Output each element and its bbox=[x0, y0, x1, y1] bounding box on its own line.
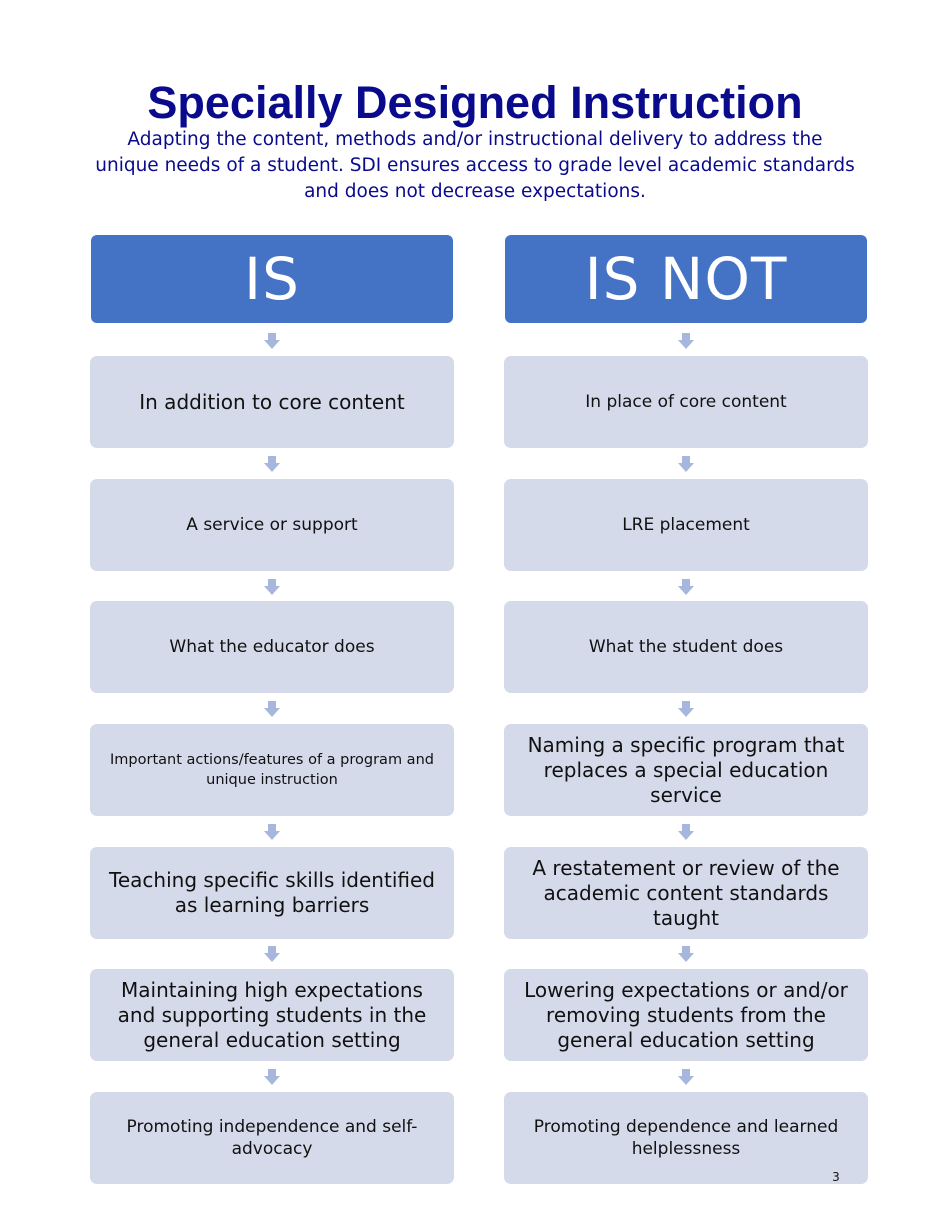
is-not-item-restatement: A restatement or review of the academic content standards taught bbox=[504, 847, 868, 939]
down-arrow-icon bbox=[678, 456, 694, 472]
is-item-service-support: A service or support bbox=[90, 479, 454, 571]
is-not-item-student: What the student does bbox=[504, 601, 868, 693]
is-not-item-lre-placement: LRE placement bbox=[504, 479, 868, 571]
is-not-item-lowering-expectations: Lowering expectations or and/or removing students from the general education setting bbox=[504, 969, 868, 1061]
down-arrow-icon bbox=[264, 333, 280, 349]
is-not-header: IS NOT bbox=[505, 235, 867, 323]
page-number: 3 bbox=[832, 1170, 840, 1184]
down-arrow-icon bbox=[264, 946, 280, 962]
is-item-educator: What the educator does bbox=[90, 601, 454, 693]
down-arrow-icon bbox=[678, 701, 694, 717]
is-not-item-core-content: In place of core content bbox=[504, 356, 868, 448]
is-header: IS bbox=[91, 235, 453, 323]
is-item-actions-features: Important actions/features of a program and unique instruction bbox=[90, 724, 454, 816]
down-arrow-icon bbox=[678, 824, 694, 840]
is-not-item-dependence: Promoting dependence and learned helplessness bbox=[504, 1092, 868, 1184]
down-arrow-icon bbox=[264, 456, 280, 472]
is-not-item-specific-program: Naming a specific program that replaces a special education service bbox=[504, 724, 868, 816]
page-title: Specially Designed Instruction bbox=[147, 77, 803, 128]
down-arrow-icon bbox=[678, 333, 694, 349]
down-arrow-icon bbox=[264, 824, 280, 840]
is-item-high-expectations: Maintaining high expectations and supporting students in the general education setting bbox=[90, 969, 454, 1061]
down-arrow-icon bbox=[678, 579, 694, 595]
page-subtitle: Adapting the content, methods and/or instructional delivery to address the unique needs of a student. SDI ensures access to grade level academic standards and does not decrease expectations. bbox=[95, 129, 855, 202]
down-arrow-icon bbox=[264, 701, 280, 717]
down-arrow-icon bbox=[264, 579, 280, 595]
down-arrow-icon bbox=[264, 1069, 280, 1085]
is-item-independence: Promoting independence and self-advocacy bbox=[90, 1092, 454, 1184]
is-item-core-content: In addition to core content bbox=[90, 356, 454, 448]
down-arrow-icon bbox=[678, 1069, 694, 1085]
down-arrow-icon bbox=[678, 946, 694, 962]
is-item-specific-skills: Teaching specific skills identified as learning barriers bbox=[90, 847, 454, 939]
